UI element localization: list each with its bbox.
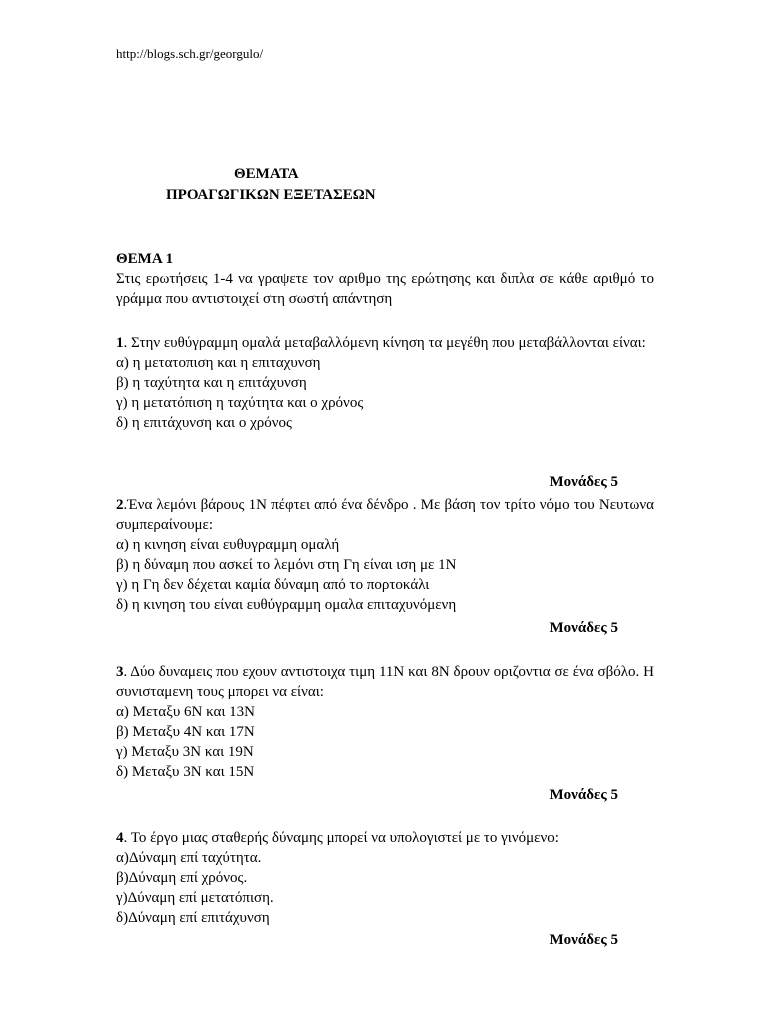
option-a: α) Μεταξυ 6N και 13N (116, 704, 255, 720)
question-1-score: Μονάδες 5 (549, 474, 618, 490)
title-line-1: ΘΕΜΑΤΑ (234, 166, 299, 182)
option-b: β) η δύναμη που ασκεί το λεμόνι στη Γη είναι ιση με 1N (116, 557, 457, 573)
question-4-score: Μονάδες 5 (549, 932, 618, 948)
question-1 (116, 333, 654, 433)
question-number: 1 (116, 335, 124, 351)
option-d: δ) Μεταξυ 3N και 15N (116, 764, 255, 780)
question-text (116, 495, 654, 535)
option-c: γ)Δύναμη επί μετατόπιση. (116, 890, 274, 906)
option-b: β) Μεταξυ 4N και 17N (116, 724, 255, 740)
question-2 (116, 495, 654, 615)
question-number: 2 (116, 497, 124, 513)
question-stem: . Το έργο μιας σταθερής δύναμης μπορεί να υπολογιστεί με το γινόμενο: (123, 830, 559, 846)
section-heading: ΘΕΜΑ 1 (116, 251, 174, 267)
option-a: α) η κινηση είναι ευθυγραμμη ομαλή (116, 537, 340, 553)
question-stem: .Ένα λεμόνι βάρους 1N πέφτει από ένα δένδρο . Με βάση τον τρίτο νόμο του Νευτωνα συμπεραίνουμε: (116, 497, 654, 533)
option-c: γ) η Γη δεν δέχεται καμία δύναμη από το πορτοκάλι (116, 577, 430, 593)
option-b: β) η ταχύτητα και η επιτάχυνση (116, 375, 307, 391)
option-d: δ) η επιτάχυνση και ο χρόνος (116, 415, 292, 431)
option-a: α)Δύναμη επί ταχύτητα. (116, 850, 262, 866)
option-c: γ) Μεταξυ 3N και 19N (116, 744, 254, 760)
option-d: δ)Δύναμη επί επιτάχυνση (116, 910, 270, 926)
option-b: β)Δύναμη επί χρόνος. (116, 870, 248, 886)
question-number: 3 (116, 664, 124, 680)
question-text (116, 828, 654, 848)
section-header (116, 249, 654, 309)
header-url: http://blogs.sch.gr/georgulo/ (116, 46, 264, 61)
question-text (116, 333, 654, 353)
question-text (116, 662, 654, 702)
question-3 (116, 662, 654, 782)
option-a: α) η μετατοπιση και η επιταχυνση (116, 355, 321, 371)
question-stem: . Δύο δυναμεις που εχουν αντιστοιχα τιμη 11N και 8N δρουν οριζοντια σε ένα σβόλο. Η συνισταμενη τους μπορει να είναι: (116, 664, 654, 700)
option-d: δ) η κινηση του είναι ευθύγραμμη ομαλα επιταχυνόμενη (116, 597, 457, 613)
instructions: Στις ερωτήσεις 1-4 να γραψετε τον αριθμο της ερώτησης και διπλα σε κάθε αριθμό το γράμμα που αντιστοιχεί στη σωστή απάντηση (116, 271, 654, 307)
option-c: γ) η μετατόπιση η ταχύτητα και ο χρόνος (116, 395, 364, 411)
question-3-score: Μονάδες 5 (549, 787, 618, 803)
question-4 (116, 828, 654, 928)
title-line-2: ΠΡΟΑΓΩΓΙΚΩΝ ΕΞΕΤΑΣΕΩΝ (166, 187, 376, 203)
question-stem: . Στην ευθύγραμμη ομαλά μεταβαλλόμενη κίνηση τα μεγέθη που μεταβάλλονται είναι: (123, 335, 646, 351)
question-2-score: Μονάδες 5 (549, 620, 618, 636)
question-number: 4 (116, 830, 124, 846)
